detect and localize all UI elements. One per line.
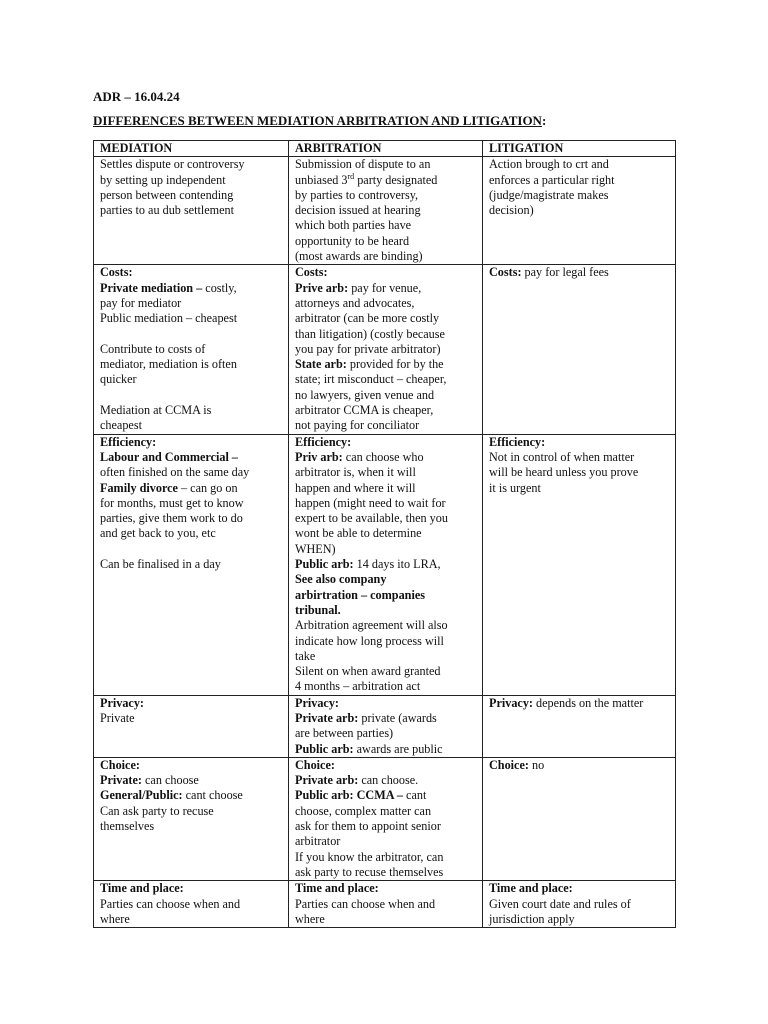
cell-line: Can be finalised in a day: [100, 557, 221, 572]
cell-line: [295, 357, 478, 372]
section-heading-text: DIFFERENCES BETWEEN MEDIATION ARBITRATION AND LITIGATION: [93, 113, 542, 128]
cell-line: take: [295, 648, 316, 663]
cell-heading: Efficiency:: [489, 434, 546, 449]
cell-line: jurisdiction apply: [489, 911, 575, 926]
cell-line: Public mediation – cheapest: [100, 311, 238, 326]
cell-line: [489, 758, 671, 773]
mediation-efficiency-cell: [94, 434, 289, 695]
cell-line: Private: [100, 710, 135, 725]
cell-line: Silent on when award granted: [295, 664, 441, 679]
table-row-definition: [94, 157, 676, 265]
cell-heading: Choice:: [295, 757, 335, 772]
cell-line: than litigation) (costly because: [295, 326, 445, 341]
cell-line: Mediation at CCMA is: [100, 403, 212, 418]
cell-line: mediator, mediation is often: [100, 357, 237, 372]
text-run: unbiased 3: [295, 172, 348, 187]
cell-heading: Efficiency:: [100, 434, 157, 449]
cell-line: choose, complex matter can: [295, 803, 432, 818]
cell-line: Given court date and rules of: [489, 896, 631, 911]
cell-line: decision): [489, 203, 534, 218]
cell-line: Arbitration agreement will also: [295, 618, 448, 633]
table-row-time-and-place: [94, 881, 676, 928]
cell-line: arbitrator: [295, 834, 341, 849]
blank-line: [100, 542, 284, 557]
cell-line: Contribute to costs of: [100, 341, 206, 356]
cell-line: [295, 773, 478, 788]
cell-line: Parties can choose when and: [100, 896, 241, 911]
column-header-litigation: LITIGATION: [483, 141, 676, 157]
cell-line: for months, must get to know: [100, 495, 244, 510]
cell-line: ask party to recuse themselves: [295, 864, 444, 879]
section-heading: [93, 113, 546, 128]
cell-line: 4 months – arbitration act: [295, 679, 421, 694]
cell-line: will be heard unless you prove: [489, 465, 639, 480]
text-run: can choose: [141, 773, 199, 788]
cell-line: [295, 173, 478, 188]
cell-line: [100, 281, 284, 296]
cell-line: [100, 481, 284, 496]
table-row-efficiency: [94, 434, 676, 695]
text-run: can choose who: [342, 449, 424, 464]
cell-line: Action brough to crt and: [489, 157, 609, 172]
bold-term: State arb:: [295, 357, 347, 372]
text-run: pay for legal fees: [521, 265, 609, 280]
cell-heading: Time and place:: [100, 881, 184, 896]
cell-line: [100, 773, 284, 788]
cell-line: Settles dispute or controversy: [100, 157, 245, 172]
cell-line: often finished on the same day: [100, 465, 250, 480]
bold-term: Public arb:: [295, 557, 354, 572]
text-run: depends on the matter: [533, 695, 644, 710]
bold-term: Costs:: [489, 265, 522, 280]
bold-term: Private:: [100, 773, 142, 788]
arbitration-time-place-cell: [289, 881, 483, 928]
table-row-choice: [94, 757, 676, 880]
cell-line: arbitrator is, when it will: [295, 465, 416, 480]
bold-term: Labour and Commercial –: [100, 449, 239, 464]
bold-term: tribunal.: [295, 602, 341, 617]
cell-line: arbitrator (can be more costly: [295, 311, 440, 326]
cell-line: where: [100, 911, 130, 926]
cell-line: pay for mediator: [100, 295, 182, 310]
cell-heading: Choice:: [100, 757, 140, 772]
comparison-table: [93, 140, 676, 928]
cell-line: If you know the arbitrator, can: [295, 849, 444, 864]
cell-line: not paying for conciliator: [295, 418, 420, 433]
text-run: costly,: [202, 280, 237, 295]
cell-line: parties to au dub settlement: [100, 203, 235, 218]
bold-term: Priv arb:: [295, 449, 343, 464]
cell-line: (most awards are binding): [295, 249, 423, 264]
bold-term: General/Public:: [100, 788, 183, 803]
cell-line: quicker: [100, 372, 137, 387]
bold-term: Privacy:: [489, 695, 533, 710]
column-header-mediation: MEDIATION: [94, 141, 289, 157]
mediation-costs-cell: [94, 265, 289, 434]
cell-line: you pay for private arbitrator): [295, 341, 441, 356]
text-run: provided for by the: [346, 357, 444, 372]
cell-line: [295, 742, 478, 757]
cell-line: [295, 711, 478, 726]
cell-line: expert to be available, then you: [295, 511, 448, 526]
cell-line: [295, 450, 478, 465]
cell-line: are between parties): [295, 726, 394, 741]
cell-heading: Costs:: [100, 265, 133, 280]
cell-line: which both parties have: [295, 218, 412, 233]
table-row-privacy: [94, 695, 676, 757]
cell-line: opportunity to be heard: [295, 233, 410, 248]
cell-line: Can ask party to recuse: [100, 803, 214, 818]
cell-line: parties, give them work to do: [100, 511, 243, 526]
cell-line: where: [295, 911, 325, 926]
cell-line: enforces a particular right: [489, 172, 615, 187]
bold-term: Prive arb:: [295, 280, 349, 295]
cell-line: and get back to you, etc: [100, 526, 216, 541]
cell-line: [295, 788, 478, 803]
cell-line: state; irt misconduct – cheaper,: [295, 372, 447, 387]
text-run: awards are public: [353, 741, 443, 756]
cell-line: Submission of dispute to an: [295, 157, 431, 172]
bold-term: Public arb: CCMA –: [295, 788, 403, 803]
bold-term: arbirtration – companies: [295, 587, 425, 602]
cell-line: (judge/magistrate makes: [489, 187, 609, 202]
bold-term: Family divorce: [100, 480, 178, 495]
text-run: – can go on: [177, 480, 238, 495]
text-run: party designated: [354, 172, 438, 187]
cell-line: [489, 696, 671, 711]
mediation-time-place-cell: [94, 881, 289, 928]
blank-line: [100, 327, 284, 342]
bold-term: See also company: [295, 572, 387, 587]
cell-line: happen and where it will: [295, 480, 416, 495]
cell-line: decision issued at hearing: [295, 203, 421, 218]
cell-line: Not in control of when matter: [489, 449, 635, 464]
litigation-efficiency-cell: [483, 434, 676, 695]
table-header-row: [94, 141, 676, 157]
cell-line: by setting up independent: [100, 172, 226, 187]
bold-term: Private arb:: [295, 710, 359, 725]
cell-line: no lawyers, given venue and: [295, 387, 435, 402]
text-run: can choose.: [358, 773, 419, 788]
section-heading-colon: :: [541, 113, 547, 128]
ordinal-superscript: rd: [347, 171, 355, 181]
column-header-arbitration: ARBITRATION: [289, 141, 483, 157]
litigation-choice-cell: [483, 757, 676, 880]
cell-line: attorneys and advocates,: [295, 295, 415, 310]
mediation-privacy-cell: [94, 695, 289, 757]
cell-line: ask for them to appoint senior: [295, 819, 441, 834]
litigation-privacy-cell: [483, 695, 676, 757]
cell-line: themselves: [100, 819, 155, 834]
cell-heading: Costs:: [295, 265, 328, 280]
cell-line: it is urgent: [489, 480, 541, 495]
litigation-definition-cell: [483, 157, 676, 265]
bold-term: Private mediation –: [100, 280, 203, 295]
bold-term: Public arb:: [295, 741, 354, 756]
cell-line: wont be able to determine: [295, 526, 422, 541]
table-row-costs: [94, 265, 676, 434]
mediation-definition-cell: [94, 157, 289, 265]
cell-line: cheapest: [100, 418, 142, 433]
cell-line: happen (might need to wait for: [295, 495, 446, 510]
arbitration-efficiency-cell: [289, 434, 483, 695]
arbitration-privacy-cell: [289, 695, 483, 757]
cell-line: [295, 281, 478, 296]
blank-line: [100, 388, 284, 403]
cell-line: [295, 557, 478, 572]
cell-line: [100, 788, 284, 803]
text-run: 14 days ito LRA,: [353, 557, 441, 572]
cell-line: WHEN): [295, 541, 336, 556]
bold-term: Choice:: [489, 757, 529, 772]
cell-line: [489, 265, 671, 280]
bold-term: Private arb:: [295, 773, 359, 788]
cell-line: Parties can choose when and: [295, 896, 436, 911]
cell-heading: Privacy:: [295, 695, 339, 710]
litigation-costs-cell: [483, 265, 676, 434]
text-run: private (awards: [358, 710, 437, 725]
arbitration-costs-cell: [289, 265, 483, 434]
text-run: no: [528, 757, 545, 772]
cell-heading: Time and place:: [295, 881, 379, 896]
cell-line: arbitrator CCMA is cheaper,: [295, 403, 434, 418]
cell-heading: Privacy:: [100, 695, 144, 710]
mediation-choice-cell: [94, 757, 289, 880]
arbitration-definition-cell: [289, 157, 483, 265]
text-run: cant choose: [182, 788, 243, 803]
cell-line: by parties to controversy,: [295, 187, 419, 202]
cell-heading: Time and place:: [489, 881, 573, 896]
text-run: cant: [403, 788, 427, 803]
text-run: pay for venue,: [348, 280, 422, 295]
litigation-time-place-cell: [483, 881, 676, 928]
cell-line: indicate how long process will: [295, 633, 444, 648]
document-title: ADR – 16.04.24: [93, 89, 180, 104]
cell-line: person between contending: [100, 187, 234, 202]
arbitration-choice-cell: [289, 757, 483, 880]
cell-heading: Efficiency:: [295, 434, 352, 449]
